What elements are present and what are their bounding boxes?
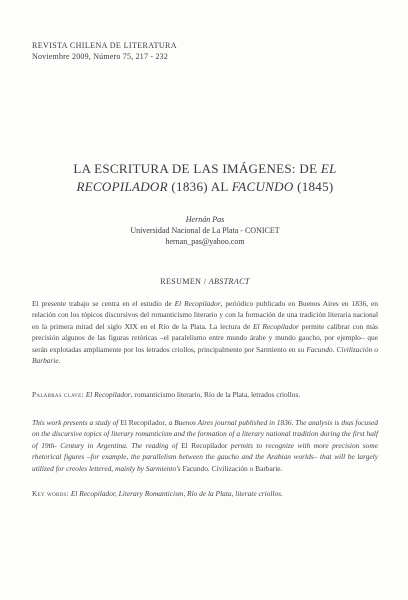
resumen-text-1: El presente trabajo se centra en el estudio de: [32, 299, 175, 308]
resumen-text-2: , periódico publicado en Buenos Aires en 1836, en relación con los tópicos discursivos del romanticismo literario y con la formación de una tradición literaria nacional en la primera mitad del siglo XIX en el Río de la Plata. La lectura de: [32, 299, 378, 331]
author-email: hernan_pas@yahoo.com: [165, 237, 245, 246]
title-italic-3: FACUNDO: [231, 179, 294, 194]
abstract-text-2: , a Buenos Aires journal published in 1836. The analysis is thus focused on the discursive topics of literary romanticism and the formation of a literary national tradition during the first half of 19th- Century in Argentina. The reading of: [32, 418, 378, 450]
article-title: [40, 160, 370, 196]
abstract-heading-right: ABSTRACT: [208, 277, 250, 286]
journal-name: REVISTA CHILENA DE LITERATURA: [32, 41, 177, 50]
title-text-2: (1836) AL: [167, 179, 232, 194]
key-words-label: Key words:: [32, 489, 69, 498]
author-name: Hernán Pas: [185, 215, 225, 224]
abstract-roman-4: Civilización o Barbarie: [211, 463, 281, 473]
title-text-3: (1845): [293, 179, 334, 194]
title-text-1: LA ESCRITURA DE LAS IMÁGENES: DE: [73, 161, 318, 176]
journal-header: [32, 40, 372, 62]
resumen-paragraph: [32, 298, 378, 366]
resumen-italic-1: El Recopilador: [174, 299, 221, 308]
title-italic-1: EL: [320, 161, 337, 176]
abstract-text-4: .: [207, 463, 212, 473]
title-italic-2: RECOPILADOR: [76, 179, 168, 194]
abstract-text-3: permits to recognize with more precision some rhetorical figures –for example, the parallelism between the gaucho and the Arabian worlds– that will be largely utilized for creoles lettered, mainly by Sarmiento's: [32, 440, 378, 473]
abstract-paragraph: [32, 417, 378, 474]
journal-issue: Noviembre 2009, Número 75, 217 - 232: [32, 52, 169, 61]
palabras-clave: [32, 389, 378, 400]
abstract-heading-left: RESUMEN /: [160, 277, 209, 286]
key-words-text: , Literary Romanticism, Río de la Plata, literate criollos.: [114, 489, 283, 498]
abstract-text-1: This work presents a study of: [32, 418, 121, 427]
resumen-italic-2: El Recopilador: [252, 321, 299, 331]
author-block: [40, 214, 370, 247]
key-words-italic: El Recopilador: [70, 489, 115, 498]
abstract-roman-2: El Recopilador: [181, 440, 228, 450]
palabras-clave-italic: El Recopilador: [85, 390, 131, 399]
title-line-2: [40, 178, 370, 196]
palabras-clave-label: Palabras clave:: [32, 390, 84, 399]
abstract-roman-3: Facundo: [182, 463, 208, 473]
resumen-text-4: .: [58, 356, 61, 366]
author-affiliation: Universidad Nacional de La Plata - CONICET: [130, 226, 280, 235]
key-words: [32, 488, 378, 499]
title-line-1: [40, 160, 370, 178]
palabras-clave-text: , romanticismo literario, Río de la Plata, letrados criollos.: [130, 390, 301, 399]
resumen-italic-3: Facundo. Civilización o Barbarie: [32, 344, 379, 366]
abstract-heading: [40, 277, 370, 286]
resumen-text-3: permite calibrar con más precisión algunos de las figuras retóricas –el paralelismo entre mundo árabe y mundo gaucho, por ejemplo– que serán explotadas ampliamente por los letrados criollos, principalmente por Sarmiento en su: [32, 321, 378, 354]
abstract-text-5: .: [280, 463, 283, 473]
abstract-roman-1: El Recopilador: [120, 418, 165, 427]
